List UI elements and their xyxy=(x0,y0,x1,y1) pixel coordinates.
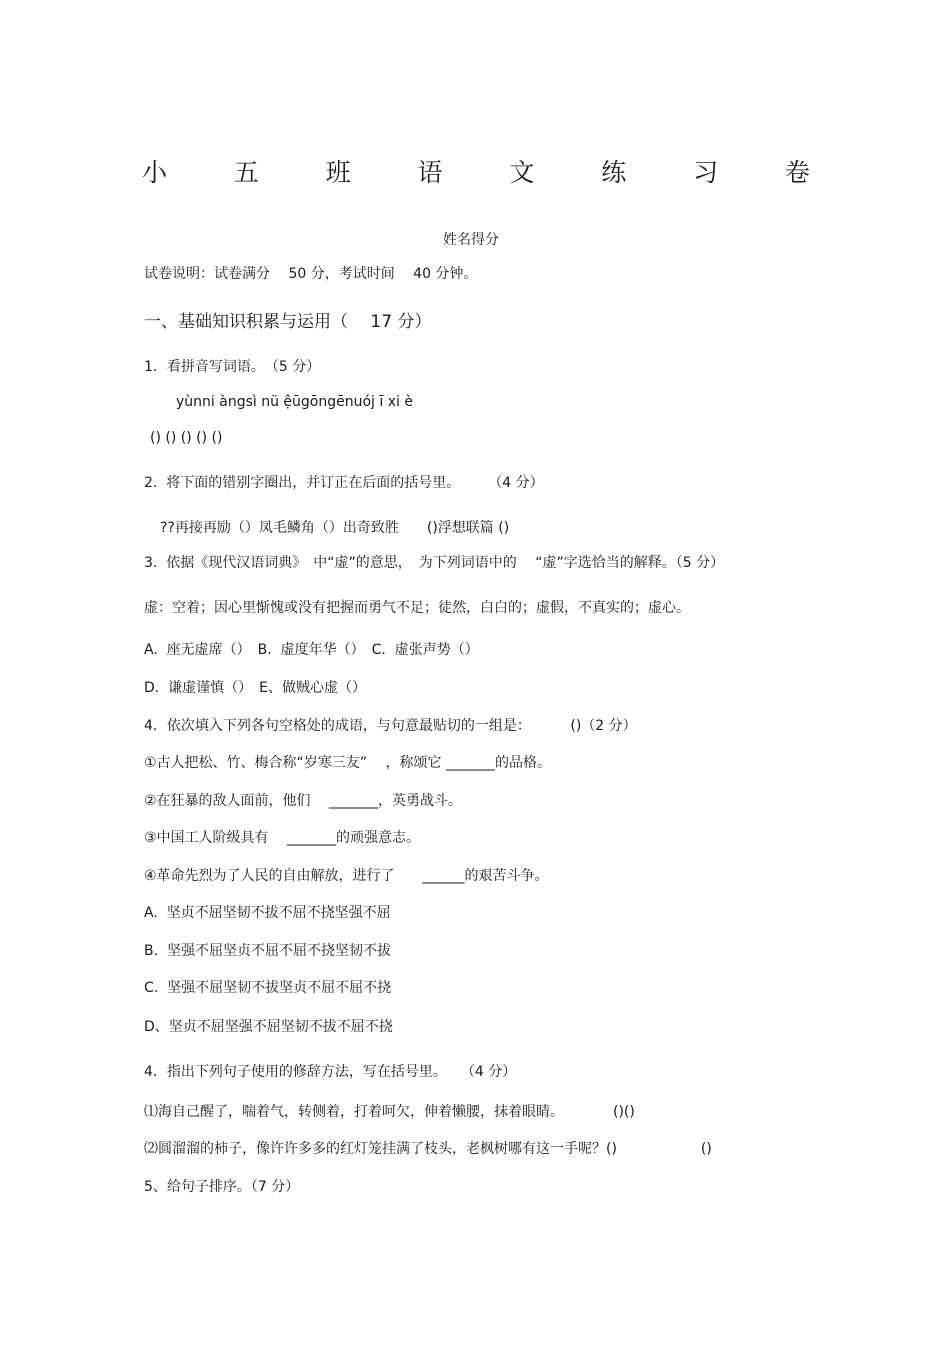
question-heading: 5、给句子排序。（7 分） xyxy=(144,1179,300,1195)
question-heading: 1．看拼音写词语。 （5 分） xyxy=(144,359,321,375)
question-line: 虚：空着；因心里惭愧或没有把握而勇气不足；徒然，白白的；虚假，不真实的；虚心。 xyxy=(144,600,690,616)
option-b: B. 坚强不屈坚贞不屈不屈不挠坚韧不拔 xyxy=(144,943,391,959)
pinyin-line: yùnni àngsì nü ệūgōngēnuój ī xi è xyxy=(176,394,413,410)
question-heading: 4．依次填入下列各句空格处的成语，与句意最贴切的一组是： ()（2 分） xyxy=(144,718,637,734)
sentence-line: ③中国工人阶级具有 _______的顽强意志。 xyxy=(144,830,421,846)
title-char: 习 xyxy=(693,158,719,187)
answer-brackets: () () () () () xyxy=(150,430,223,446)
title-char: 班 xyxy=(325,158,351,187)
options-line: D. 谦虚谨慎（） E、做贼心虚（） xyxy=(144,680,366,696)
exam-instructions: 试卷说明：试卷满分 50 分，考试时间 40 分钟。 xyxy=(144,266,478,282)
sentence-line: ⑴海自己醒了，喘着气，转侧着，打着呵欠，伸着懒腰，抹着眼睛。 ()() xyxy=(144,1104,635,1120)
options-line: A. 座无虚席（） B. 虚度年华（） C. 虚张声势（） xyxy=(144,642,479,658)
section-heading: 一、基础知识积累与运用（ 17 分） xyxy=(144,312,432,332)
sentence-line: ②在狂暴的敌人面前，他们 _______，英勇战斗。 xyxy=(144,793,462,809)
option-a: A. 坚贞不屈坚韧不拔不屈不挠坚强不屈 xyxy=(144,905,391,921)
title-char: 练 xyxy=(601,158,627,187)
sentence-line: ①古人把松、竹、梅合称“岁寒三友” ，称颂它 _______的品格。 xyxy=(144,755,551,771)
option-d: D、坚贞不屈坚强不屈坚韧不拔不屈不挠 xyxy=(144,1019,393,1035)
sentence-line: ④革命先烈为了人民的自由解放，进行了 ______的艰苦斗争。 xyxy=(144,868,549,884)
sentence-line: ⑵圆溜溜的柿子，像许许多多的红灯笼挂满了枝头，老枫树哪有这一手呢？() () xyxy=(144,1141,712,1157)
title-char: 五 xyxy=(233,158,259,187)
student-info: 姓名得分 xyxy=(443,232,499,248)
title-char: 语 xyxy=(417,158,443,187)
exam-title xyxy=(142,153,810,189)
title-char: 文 xyxy=(509,158,535,187)
question-heading: 3. 依据《现代汉语词典》 中“虚”的意思， 为下列词语中的 “虚”字选恰当的解释。（5 分） xyxy=(144,555,725,571)
question-line: ??再接再励（）凤毛鳞角（）出奇致胜 ()浮想联篇 () xyxy=(160,520,510,536)
question-heading: 2. 将下面的错别字圈出，并订正在后面的括号里。 （4 分） xyxy=(144,475,544,491)
option-c: C. 坚强不屈坚韧不拔坚贞不屈不屈不挠 xyxy=(144,980,392,996)
title-char: 小 xyxy=(142,158,168,187)
question-heading: 4．指出下列句子使用的修辞方法，写在括号里。 （4 分） xyxy=(144,1064,517,1080)
title-char: 卷 xyxy=(784,158,810,187)
